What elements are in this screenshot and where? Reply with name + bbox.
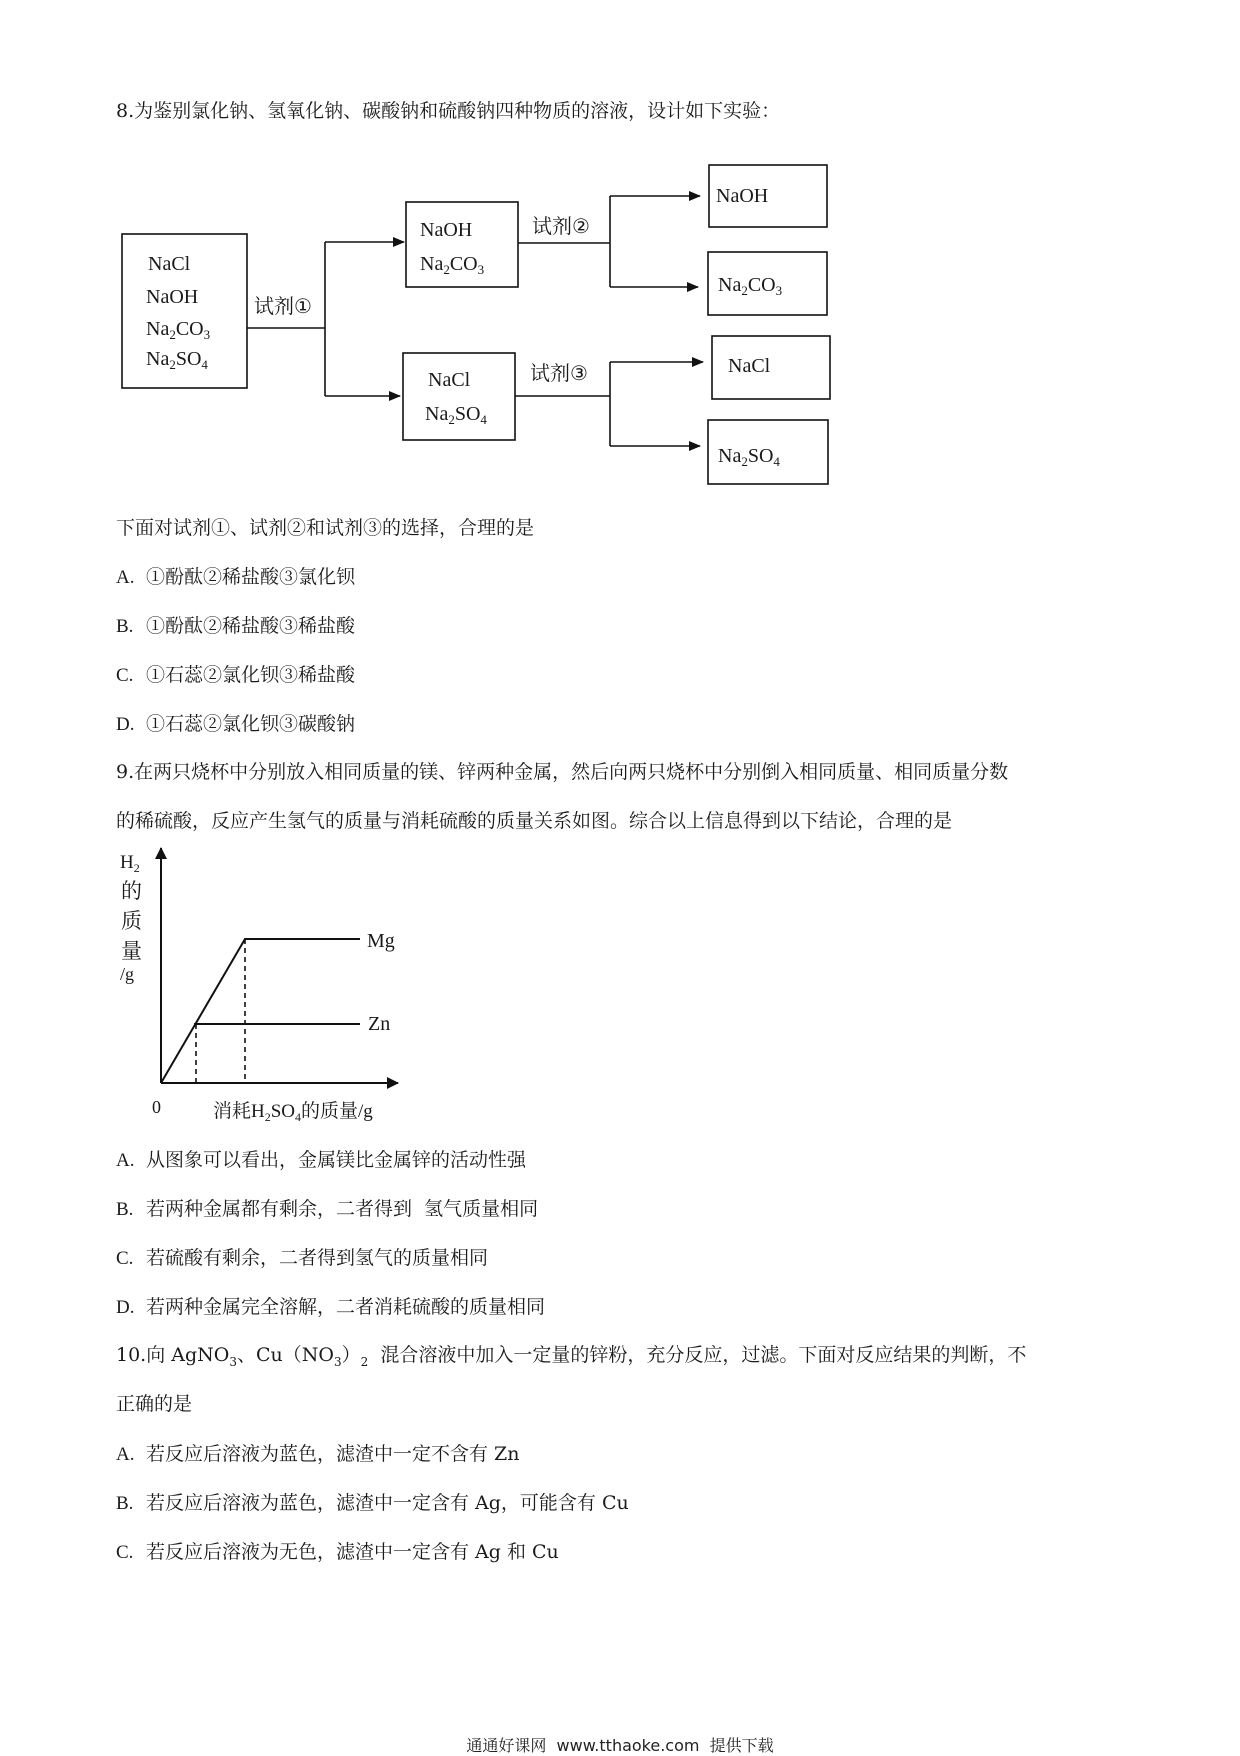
q9-option-b: B. 若两种金属都有剩余，二者得到 氢气质量相同 xyxy=(116,1198,539,1220)
curve-mg xyxy=(161,939,360,1083)
q8-option-c: C. ①石蕊②氯化钡③稀盐酸 xyxy=(116,664,356,686)
q10-option-b: B. 若反应后溶液为蓝色，滤渣中一定含有 Ag，可能含有 Cu xyxy=(116,1492,629,1514)
page-footer: 通通好课网 www.tthaoke.com 提供下载 xyxy=(466,1736,774,1755)
q9-option-d: D. 若两种金属完全溶解，二者消耗硫酸的质量相同 xyxy=(116,1296,546,1318)
lower-na2so4: $Na_2SO_4$ xyxy=(425,403,487,427)
q8-prompt: 下面对试剂①、试剂②和试剂③的选择，合理的是 xyxy=(116,517,535,539)
q10-stem-line2: 正确的是 xyxy=(116,1393,193,1415)
upper-na2co3: $Na_2CO_3$ xyxy=(420,253,485,277)
q8-option-a: A. ①酚酞②稀盐酸③氯化钡 xyxy=(116,566,356,588)
q8-option-d: D. ①石蕊②氯化钡③碳酸钠 xyxy=(116,713,356,735)
result-naoh: NaOH xyxy=(716,185,769,207)
q8-stem: 8.为鉴别氯化钠、氢氧化钠、碳酸钠和硫酸钠四种物质的溶液，设计如下实验： xyxy=(116,100,781,122)
lower-nacl: NaCl xyxy=(428,369,471,391)
q9-stem-line1: 9.在两只烧杯中分别放入相同质量的镁、锌两种金属，然后向两只烧杯中分别倒入相同质量、相同质量分数 xyxy=(116,761,1009,783)
upper-naoh: NaOH xyxy=(420,219,473,241)
graph-xlabel: 消耗$H_2SO_4$的质量/g xyxy=(213,1101,373,1124)
graph-ylabel-zhi: 质 xyxy=(121,909,142,933)
q9-stem-line2: 的稀硫酸，反应产生氢气的质量与消耗硫酸的质量关系如图。综合以上信息得到以下结论，合理的是 xyxy=(116,810,953,832)
q10-option-a: A. 若反应后溶液为蓝色，滤渣中一定不含有 Zn xyxy=(116,1443,520,1465)
graph-ylabel-unit: /g xyxy=(120,964,135,984)
start-na2co3: $Na_2CO_3$ xyxy=(146,318,211,342)
reagent3-label: 试剂③ xyxy=(530,361,588,385)
result-na2co3: $Na_2CO_3$ xyxy=(718,274,783,298)
q10-stem-line1: 10.向 AgNO$_3$、$Cu(NO_3)_2$ 混合溶液中加入一定量的锌粉，充分反应，过滤。下面对反应结果的判断，不 xyxy=(116,1344,1027,1369)
result-na2so4: $Na_2SO_4$ xyxy=(718,445,780,469)
graph-ylabel-h2: $H_2$ xyxy=(120,852,140,875)
start-na2so4: $Na_2SO_4$ xyxy=(146,348,208,372)
graph-ylabel-liang: 量 xyxy=(121,939,142,963)
result-nacl: NaCl xyxy=(728,355,771,377)
reagent1-label: 试剂① xyxy=(254,294,312,318)
q8-option-b: B. ①酚酞②稀盐酸③稀盐酸 xyxy=(116,615,356,637)
lower-box xyxy=(403,353,515,440)
series-zn-label: Zn xyxy=(368,1013,391,1035)
start-naoh: NaOH xyxy=(146,286,199,308)
graph-ylabel-de: 的 xyxy=(121,879,142,903)
q9-option-a: A. 从图象可以看出，金属镁比金属锌的活动性强 xyxy=(116,1149,527,1171)
q10-option-c: C. 若反应后溶液为无色，滤渣中一定含有 Ag 和 Cu xyxy=(116,1541,559,1563)
graph-origin: 0 xyxy=(152,1097,161,1117)
q9-option-c: C. 若硫酸有剩余，二者得到氢气的质量相同 xyxy=(116,1247,489,1269)
reagent2-label: 试剂② xyxy=(532,214,590,238)
q9-graph xyxy=(0,840,1240,1130)
start-nacl: NaCl xyxy=(148,253,191,275)
series-mg-label: Mg xyxy=(367,930,395,952)
